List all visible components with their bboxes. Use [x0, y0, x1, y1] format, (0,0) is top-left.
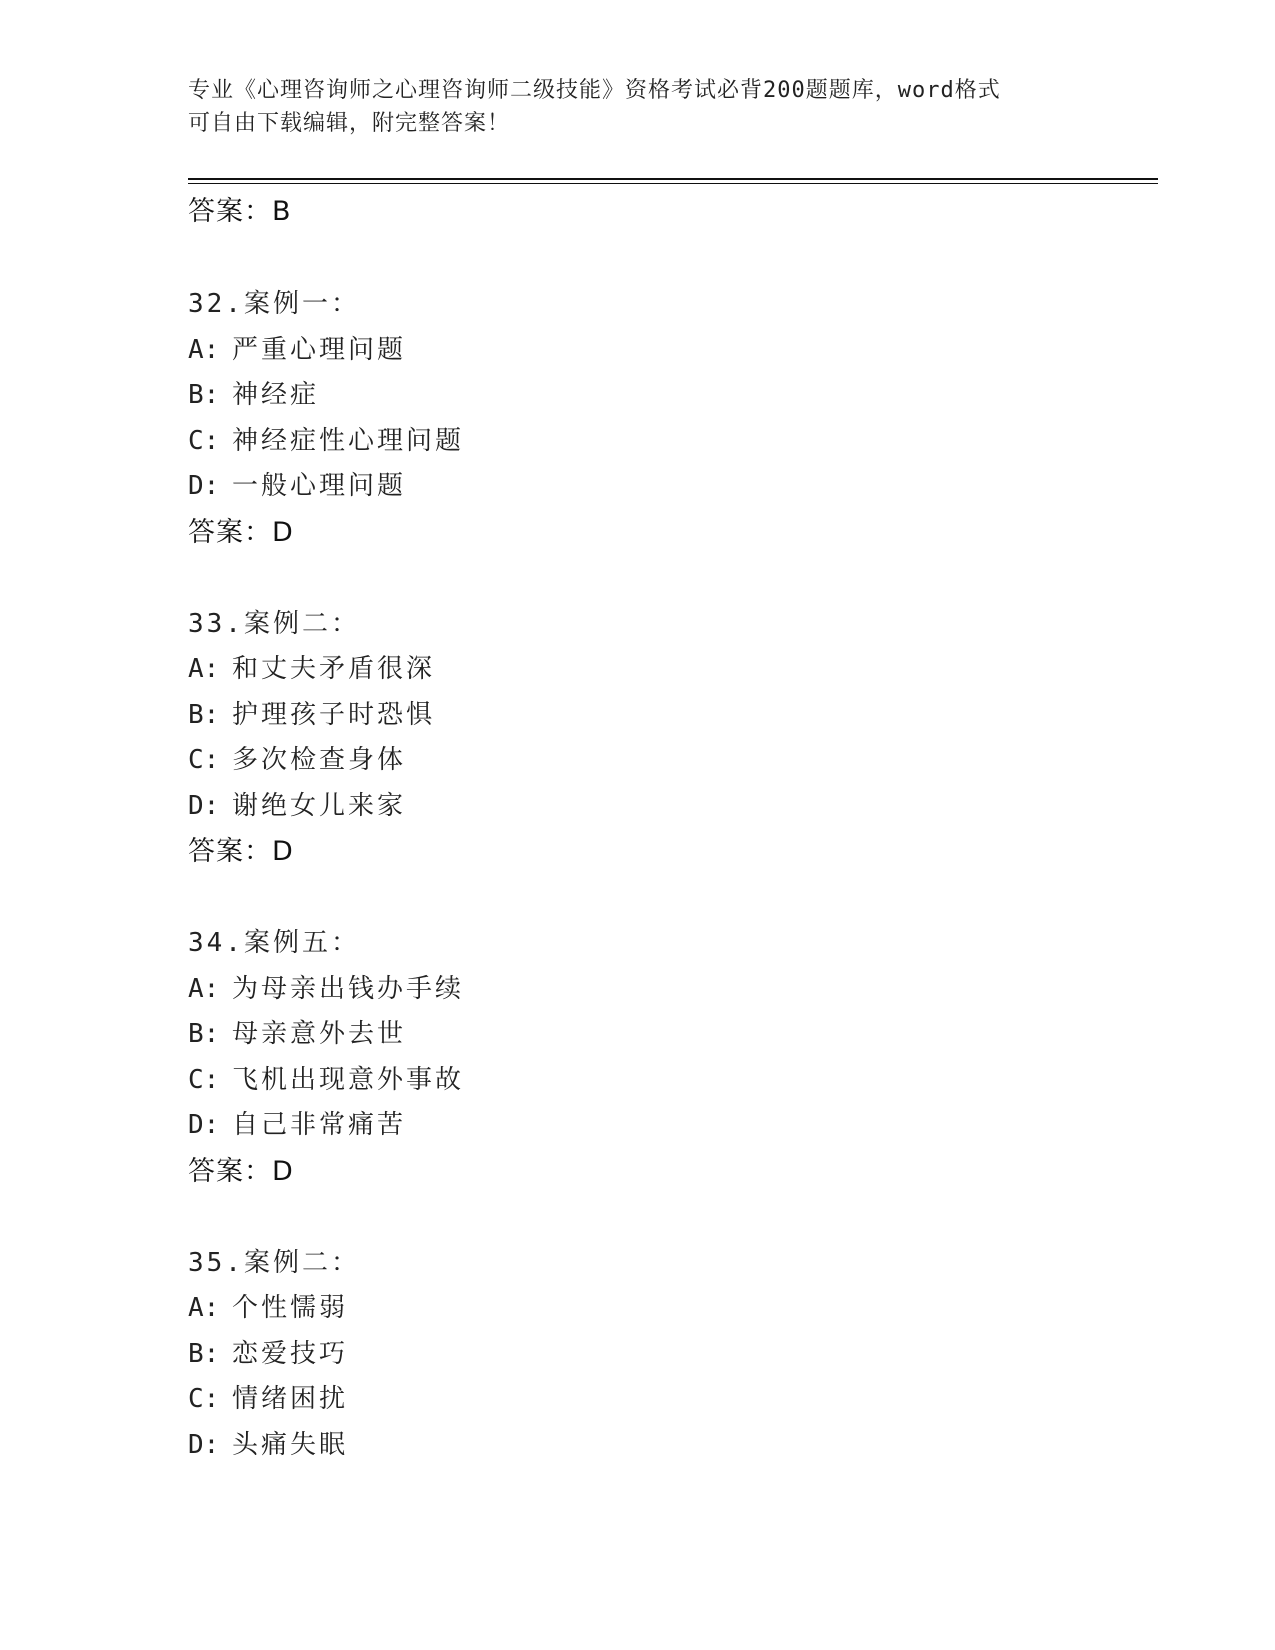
option-text: 和丈夫矛盾很深	[232, 654, 436, 684]
header-divider	[188, 178, 1158, 184]
option-key: C:	[188, 1064, 220, 1095]
option-text: 严重心理问题	[232, 334, 407, 365]
option-text: 谢绝女儿来家	[232, 790, 407, 821]
question-list	[188, 188, 1158, 1468]
previous-answer: 答案：B	[188, 196, 292, 227]
option-text: 为母亲出钱办手续	[232, 973, 465, 1004]
question-33	[188, 602, 1158, 875]
header-line-2: 可自由下载编辑，附完整答案！	[188, 111, 511, 136]
option-key: B:	[188, 1019, 220, 1049]
spacer	[188, 555, 1158, 602]
option-a	[188, 1286, 1158, 1332]
option-a	[188, 647, 1158, 693]
option-key: D:	[188, 1110, 220, 1140]
question-34	[188, 921, 1158, 1194]
option-c	[188, 419, 1158, 465]
option-text: 神经症	[232, 380, 320, 410]
option-key: C:	[188, 1384, 220, 1414]
answer-line: 答案：D	[188, 516, 294, 548]
option-a	[188, 328, 1158, 374]
spacer	[188, 1194, 1158, 1241]
option-text: 头痛失眠	[232, 1429, 349, 1460]
option-d	[188, 1423, 1158, 1469]
option-text: 母亲意外去世	[232, 1019, 407, 1049]
option-key: C:	[188, 425, 220, 456]
option-text: 恋爱技巧	[232, 1338, 349, 1369]
option-text: 自己非常痛苦	[232, 1110, 407, 1140]
option-text: 情绪困扰	[232, 1384, 349, 1414]
answer-line: 答案：D	[188, 836, 294, 867]
option-text: 一般心理问题	[232, 471, 407, 501]
option-a	[188, 967, 1158, 1013]
option-c	[188, 1377, 1158, 1423]
option-key: D:	[188, 790, 220, 821]
question-title: 32.案例一：	[188, 289, 360, 319]
option-b	[188, 693, 1158, 739]
header-line-1: 专业《心理咨询师之心理咨询师二级技能》资格考试必背200题题库，word格式	[188, 78, 1001, 103]
option-text: 个性懦弱	[232, 1293, 349, 1323]
option-key: D:	[188, 1429, 220, 1460]
option-b	[188, 1332, 1158, 1378]
spacer	[188, 235, 1158, 282]
option-text: 飞机出现意外事故	[232, 1064, 465, 1095]
option-b	[188, 1012, 1158, 1058]
option-key: D:	[188, 471, 220, 501]
option-key: B:	[188, 1338, 220, 1369]
option-c	[188, 738, 1158, 784]
option-key: A:	[188, 334, 220, 365]
option-key: A:	[188, 973, 220, 1004]
option-key: A:	[188, 654, 220, 684]
option-text: 神经症性心理问题	[232, 425, 465, 456]
option-key: B:	[188, 380, 220, 410]
question-title: 35.案例二：	[188, 1247, 360, 1278]
answer-line: 答案：D	[188, 1155, 294, 1187]
option-key: A:	[188, 1293, 220, 1323]
option-text: 护理孩子时恐惧	[232, 699, 436, 730]
option-c	[188, 1058, 1158, 1104]
option-d	[188, 784, 1158, 830]
question-title: 34.案例五：	[188, 928, 360, 958]
question-title: 33.案例二：	[188, 608, 360, 639]
option-text: 多次检查身体	[232, 745, 407, 775]
option-d	[188, 464, 1158, 510]
question-35	[188, 1241, 1158, 1469]
spacer	[188, 874, 1158, 921]
question-32	[188, 282, 1158, 555]
option-key: C:	[188, 745, 220, 775]
option-b	[188, 373, 1158, 419]
document-header	[188, 74, 1068, 140]
option-d	[188, 1103, 1158, 1149]
option-key: B:	[188, 699, 220, 730]
